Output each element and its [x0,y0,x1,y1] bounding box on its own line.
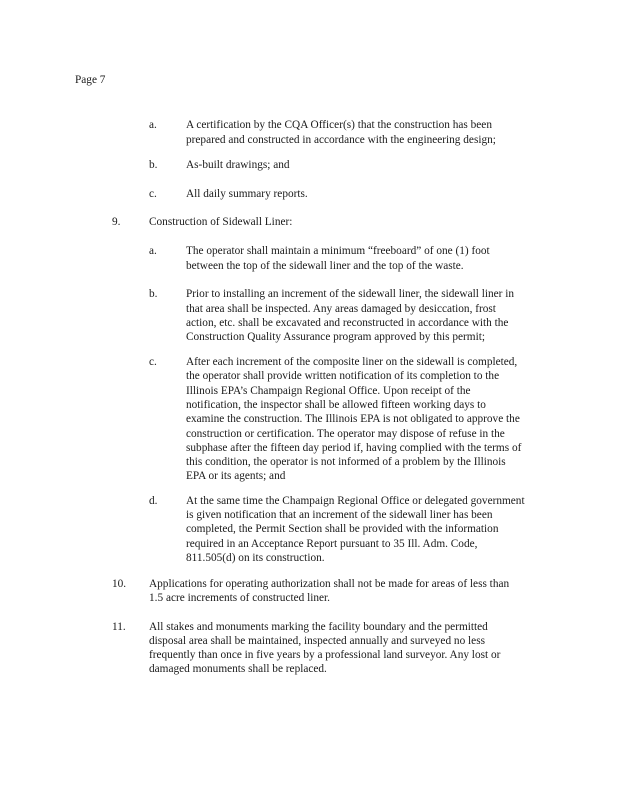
item-text-line: At the same time the Champaign Regional Office or delegated government [186,495,525,507]
item-text-line: All daily summary reports. [186,188,308,200]
item-marker: b. [149,159,158,171]
item-text-line: 1.5 acre increments of constructed liner. [149,592,330,604]
item-text-line: frequently than once in five years by a professional land surveyor. Any lost or [149,649,501,661]
section-number: 9. [112,216,121,228]
item-text-line: Applications for operating authorization shall not be made for areas of less than [149,578,510,590]
item-text-line: A certification by the CQA Officer(s) that the construction has been [186,119,492,131]
item-text-line: examine the construction. The Illinois EPA is not obligated to approve the [186,413,520,425]
item-text-line: required in an Acceptance Report pursuant to 35 Ill. Adm. Code, [186,538,478,550]
item-marker: a. [149,119,157,131]
item-marker: d. [149,495,158,507]
item-text-line: subphase after the fifteen day period if, having complied with the terms of [186,442,522,454]
item-text-line: this condition, the operator is not informed of a problem by the Illinois [186,456,506,468]
item-marker: a. [149,245,157,257]
item-marker: c. [149,356,157,368]
item-text-line: Illinois EPA’s Champaign Regional Office. Upon receipt of the [186,385,471,397]
item-marker: c. [149,188,157,200]
item-text-line: All stakes and monuments marking the facility boundary and the permitted [149,621,488,633]
item-text-line: As-built drawings; and [186,159,290,171]
item-text-line: Construction Quality Assurance program approved by this permit; [186,331,485,343]
item-text-line: EPA or its agents; and [186,470,286,482]
item-text-line: damaged monuments shall be replaced. [149,663,327,675]
item-text-line: construction or certification. The operator may dispose of refuse in the [186,428,505,440]
page-number: Page 7 [75,74,106,86]
item-text-line: prepared and constructed in accordance with the engineering design; [186,134,496,146]
item-text-line: completed, the Permit Section shall be provided with the information [186,523,499,535]
section-number: 10. [112,578,127,590]
item-text-line: is given notification that an increment of the sidewall liner has been [186,509,493,521]
item-text-line: 811.505(d) on its construction. [186,552,325,564]
item-text-line: between the top of the sidewall liner and the top of the waste. [186,260,464,272]
item-text-line: After each increment of the composite liner on the sidewall is completed, [186,356,518,368]
item-text-line: Prior to installing an increment of the sidewall liner, the sidewall liner in [186,288,515,300]
section-heading: Construction of Sidewall Liner: [149,216,293,228]
item-text-line: disposal area shall be maintained, inspected annually and surveyed no less [149,635,485,647]
item-text-line: The operator shall maintain a minimum “freeboard” of one (1) foot [186,245,490,257]
section-number: 11. [112,621,126,633]
item-text-line: the operator shall provide written notification of its completion to the [186,370,500,382]
item-text-line: that area shall be inspected. Any areas damaged by desiccation, frost [186,303,496,315]
item-marker: b. [149,288,158,300]
item-text-line: action, etc. shall be excavated and reconstructed in accordance with the [186,317,509,329]
item-text-line: notification, the inspector shall be allowed fifteen working days to [186,399,486,411]
